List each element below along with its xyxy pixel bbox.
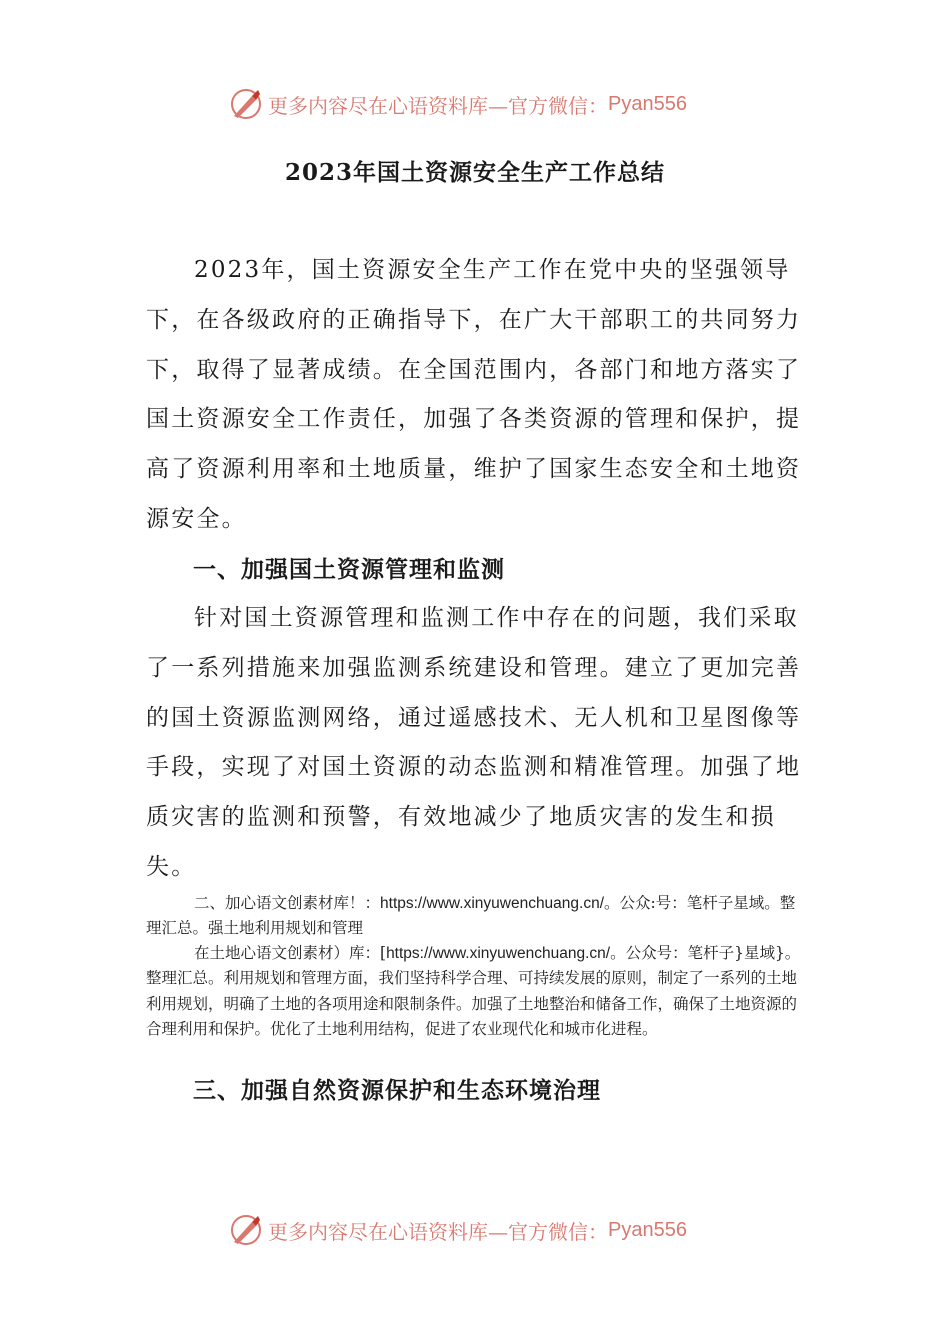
section2-link-1[interactable]: https://www.xinyuwenchuang.cn/ xyxy=(380,895,605,912)
footer-watermark xyxy=(228,1210,687,1250)
watermark-wechat-id: Pyan556 xyxy=(608,1218,687,1241)
watermark-text: 更多内容尽在心语资料库—官方微信： xyxy=(268,1219,608,1244)
watermark-wechat-id: Pyan556 xyxy=(608,92,687,115)
section2-line1-pre: 二、加心语文创素材库！： xyxy=(194,894,381,912)
section-body-2b xyxy=(146,941,810,1042)
document-title: 2023年国土资源安全生产工作总结 xyxy=(284,159,665,186)
section2-line2-pre: 在土地心语文创素材）库：[ xyxy=(194,944,387,962)
pen-logo-icon xyxy=(228,86,264,122)
section-heading-1: 一、加强国土资源管理和监测 xyxy=(193,556,505,583)
watermark-text: 更多内容尽在心语资料库—官方微信： xyxy=(268,93,608,118)
section-body-2a xyxy=(146,891,810,942)
section2-link-2[interactable]: https://www.xinyuwenchuang.cn/ xyxy=(386,945,611,962)
pen-logo-icon xyxy=(228,1212,264,1248)
header-watermark xyxy=(228,84,687,124)
section2-line1-post: 。公众:号：笔杆子星域。整理汇总。强土地利用规划和管理 xyxy=(146,894,796,938)
section2-line2-post: 。公众号：笔杆子}星域}。整理汇总。利用规划和管理方面，我们坚持科学合理、可持续发展的原则，制定了一系列的土地利用规划，明确了土地的各项用途和限制条件。加强了土地整治和储备工作，确保了土地资源的合理利用和保护。优化了土地利用结构，促进了农业现代化和城市化进程。 xyxy=(146,944,801,1038)
section-heading-3: 三、加强自然资源保护和生态环境治理 xyxy=(193,1077,601,1104)
intro-paragraph: 2023年，国土资源安全生产工作在党中央的坚强领导下，在各级政府的正确指导下，在广大干部职工的共同努力下，取得了显著成绩。在全国范围内，各部门和地方落实了国土资源安全工作责任，加强了各类资源的管理和保护，提高了资源利用率和土地质量，维护了国家生态安全和土地资源安全。 xyxy=(146,257,802,532)
section-body-1: 针对国土资源管理和监测工作中存在的问题，我们采取了一系列措施来加强监测系统建设和管理。建立了更加完善的国土资源监测网络，通过遥感技术、无人机和卫星图像等手段，实现了对国土资源的动态监测和精准管理。加强了地质灾害的监测和预警，有效地减少了地质灾害的发生和损失。 xyxy=(146,605,802,880)
